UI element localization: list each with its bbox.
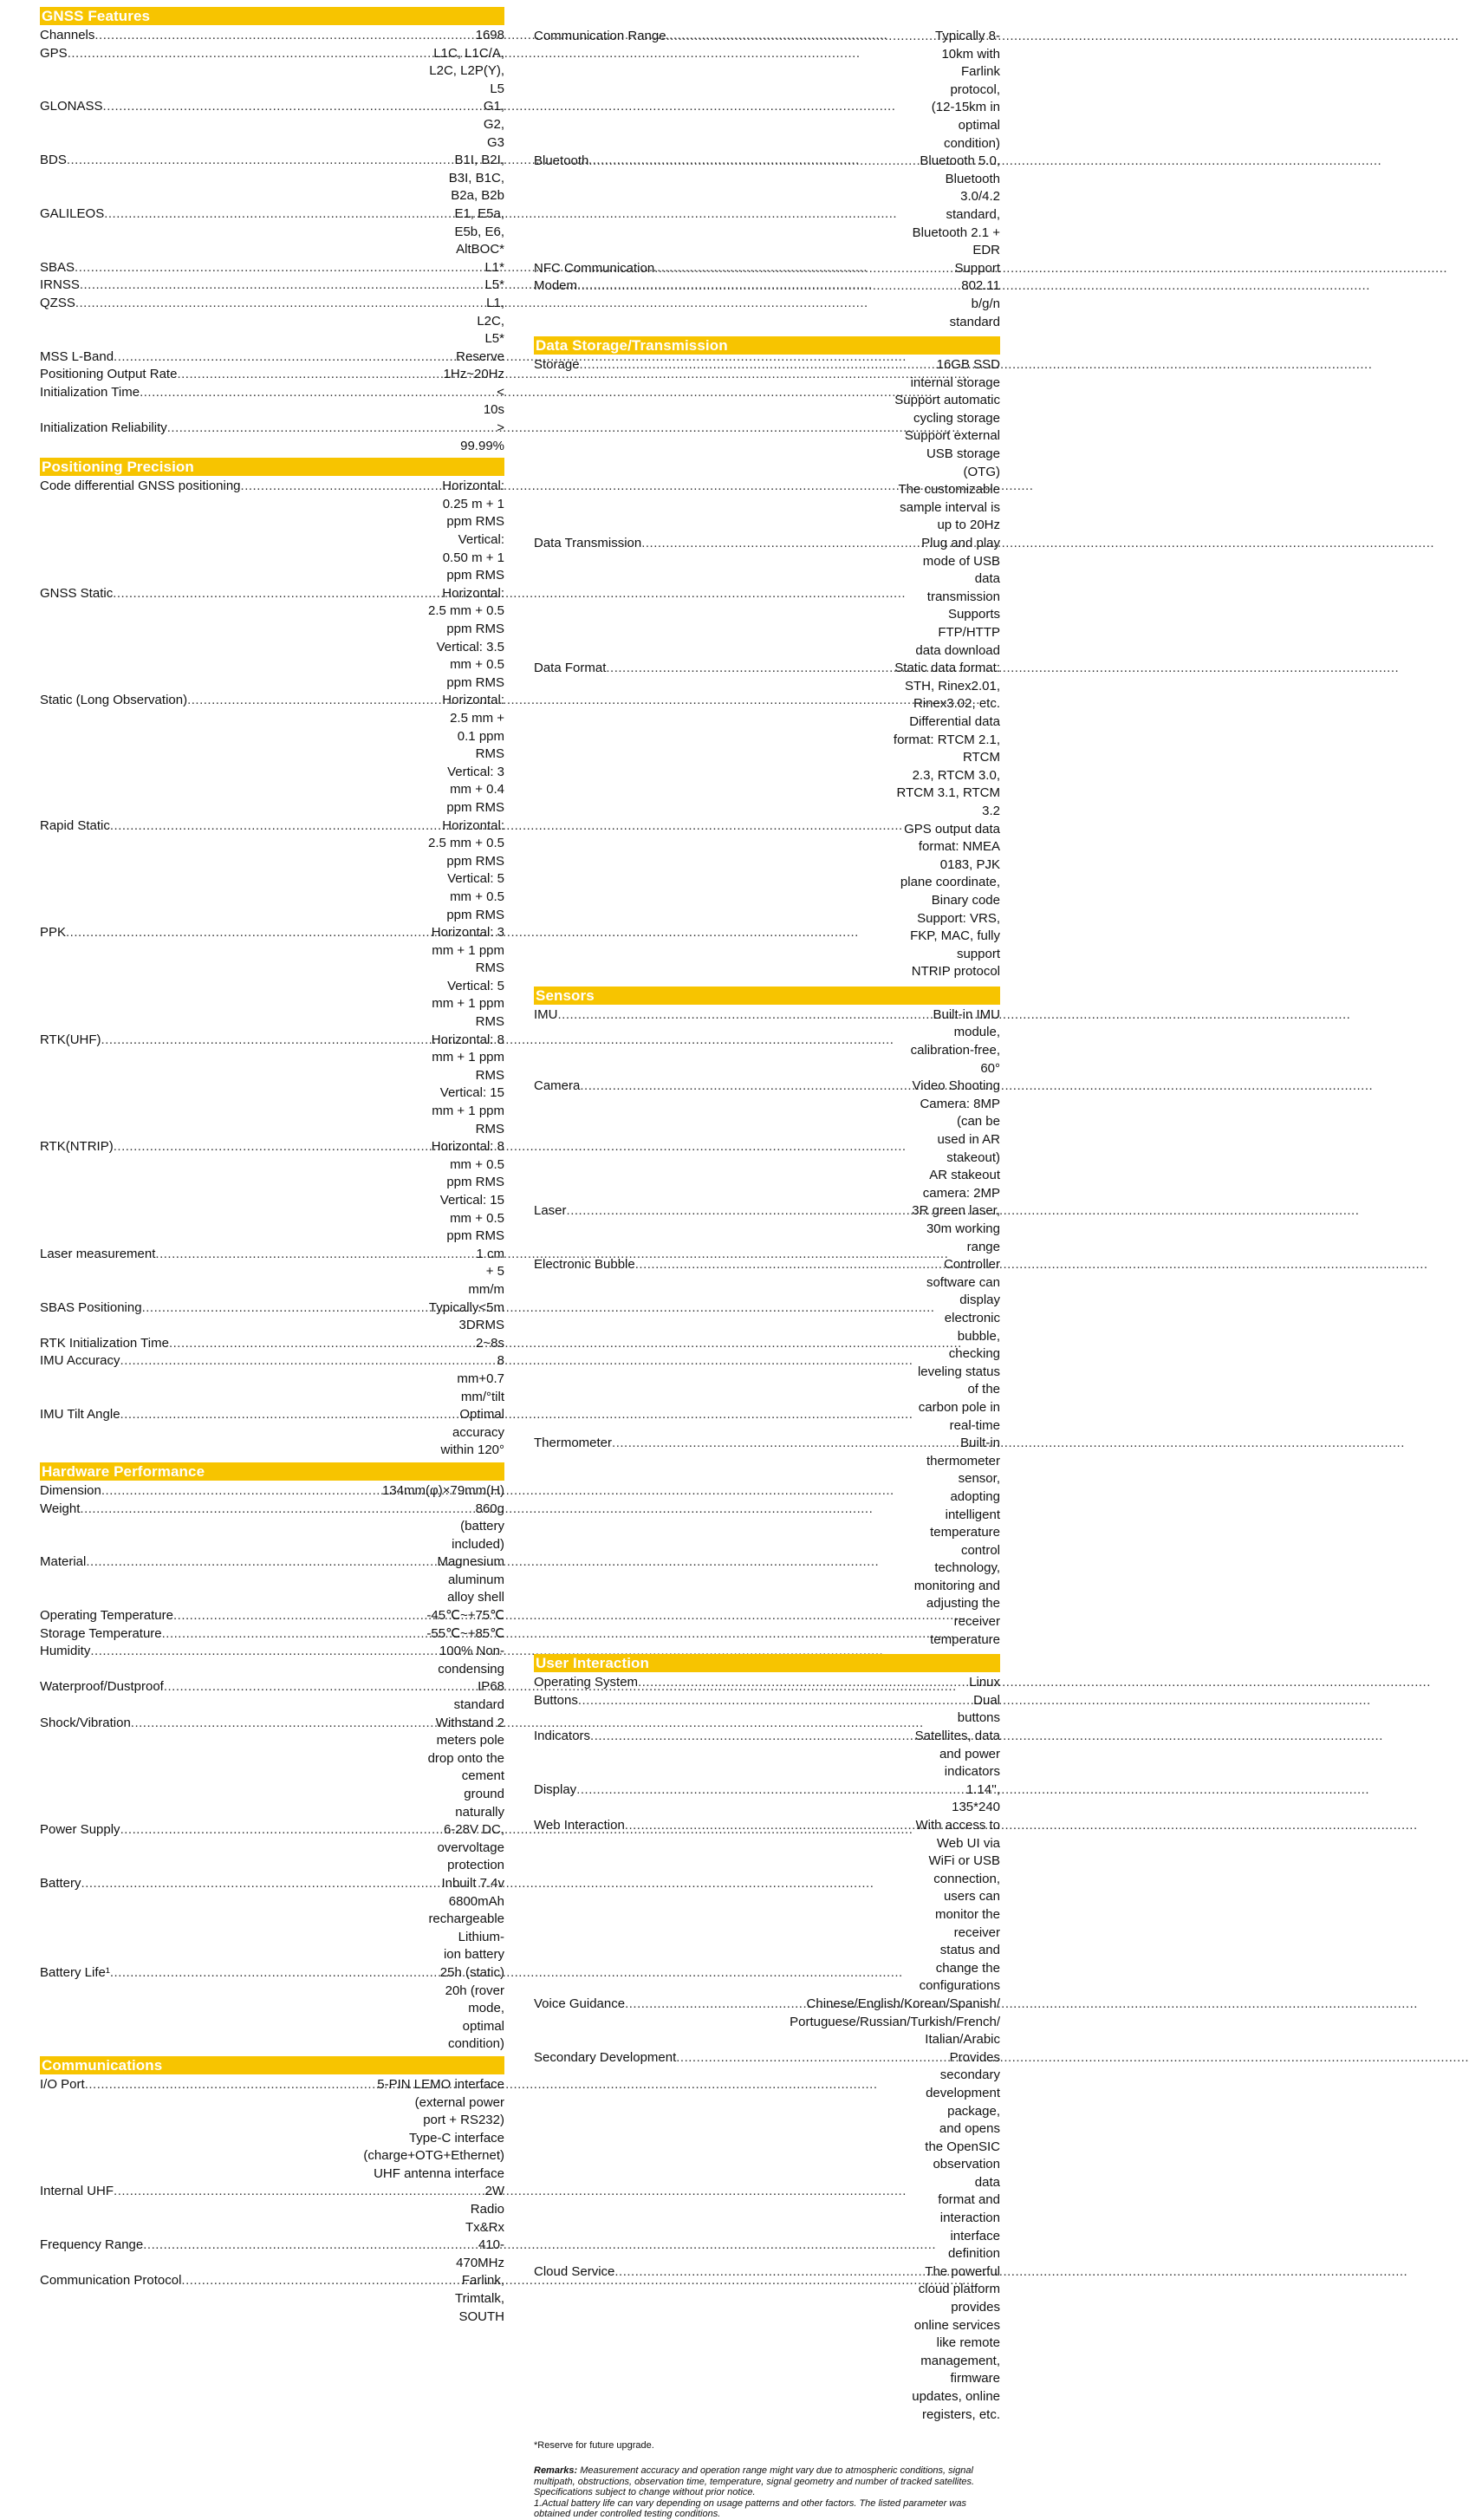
spec-label: GPS bbox=[40, 45, 68, 61]
spec-label: GALILEOS bbox=[40, 205, 105, 221]
spec-label: Web Interaction bbox=[534, 1818, 625, 1833]
spec-row-waterproof-dustproof bbox=[40, 1678, 504, 1714]
spec-row-storage bbox=[534, 356, 1000, 535]
dot-leader bbox=[103, 98, 474, 116]
spec-row-frequency-range bbox=[40, 2237, 504, 2272]
dot-leader bbox=[131, 1715, 423, 1733]
dot-leader bbox=[580, 356, 893, 374]
dot-leader bbox=[641, 535, 910, 553]
spec-row-dimension bbox=[40, 1482, 504, 1501]
dot-leader bbox=[676, 2049, 923, 2067]
dot-leader bbox=[120, 1352, 458, 1371]
spec-label: IMU Accuracy bbox=[40, 1353, 120, 1369]
spec-label: GLONASS bbox=[40, 99, 103, 114]
spec-row-power-supply bbox=[40, 1821, 504, 1875]
spec-row-channels bbox=[40, 27, 504, 45]
spec-label: GNSS Static bbox=[40, 585, 114, 601]
spec-row-shock-vibration bbox=[40, 1715, 504, 1822]
spec-row-positioning-output-rate bbox=[40, 366, 504, 384]
spec-row-buttons bbox=[534, 1692, 1000, 1728]
spec-value: -55℃~+85℃ bbox=[426, 1625, 504, 1641]
dot-leader bbox=[241, 478, 443, 496]
spec-label: SBAS Positioning bbox=[40, 1299, 142, 1315]
spec-label: Operating Temperature bbox=[40, 1608, 173, 1624]
spec-label: Rapid Static bbox=[40, 817, 110, 833]
spec-label: Operating System bbox=[534, 1675, 639, 1690]
dot-leader bbox=[80, 1501, 443, 1519]
spec-value: Plug and play mode of USB data transmission Supports FTP/HTTP data download bbox=[915, 536, 1000, 658]
dot-leader bbox=[638, 1674, 969, 1692]
spec-value: 6-28V DC, overvoltage protection bbox=[437, 1822, 504, 1873]
spec-row-imu bbox=[534, 1006, 1000, 1078]
spec-value: Bluetooth 5.0, Bluetooth 3.0/4.2 standard, Bluetooth 2.1 + EDR bbox=[912, 153, 1000, 258]
spec-value: 16GB SSD internal storage Support automatic cycling storage Support external USB storage (OTG) The customizable sample interval is up to 20Hz bbox=[894, 357, 1000, 533]
remarks bbox=[534, 2465, 1000, 2520]
spec-value: Static data format: STH, Rinex2.01, Rinex3.02, etc. Differential data format: RTCM 2.1, RTCM 2.3, RTCM 3.0, RTCM 3.1, RTCM 3.2 GPS output data format: NMEA 0183, PJK plane coordinate, Binary code Support: VRS, FKP, MAC, fully support NTRIP protocol bbox=[893, 661, 1000, 980]
spec-row-rtk-ntrip bbox=[40, 1138, 504, 1246]
spec-value: Reserve bbox=[456, 348, 504, 364]
spec-row-display bbox=[534, 1781, 1000, 1817]
spec-label: RTK(NTRIP) bbox=[40, 1139, 114, 1155]
spec-label: Indicators bbox=[534, 1729, 591, 1744]
spec-value: 410-470MHz bbox=[456, 2237, 504, 2270]
spec-label: Internal UHF bbox=[40, 2184, 114, 2199]
dot-leader bbox=[580, 1078, 909, 1096]
dot-leader bbox=[90, 1643, 438, 1661]
dot-leader bbox=[181, 2272, 454, 2290]
section-header-communications: Communications bbox=[40, 2056, 504, 2074]
spec-value: IP68 standard bbox=[453, 1679, 504, 1713]
spec-label: Electronic Bubble bbox=[534, 1257, 635, 1273]
spec-value: Optimal accuracy within 120° bbox=[440, 1407, 504, 1458]
spec-value: Horizontal: 0.25 m + 1 ppm RMS Vertical: 0.50 m + 1 ppm RMS bbox=[442, 479, 504, 583]
spec-value: 860g (battery included) bbox=[452, 1501, 504, 1552]
spec-value: Magnesium aluminum alloy shell bbox=[437, 1554, 504, 1605]
dot-leader bbox=[612, 1435, 910, 1453]
spec-row-laser-measurement bbox=[40, 1246, 504, 1299]
spec-label: Thermometer bbox=[534, 1436, 613, 1451]
spec-row-humidity bbox=[40, 1643, 504, 1678]
spec-row-internal-uhf bbox=[40, 2183, 504, 2237]
spec-row-data-transmission bbox=[534, 535, 1000, 660]
dot-leader bbox=[625, 1996, 790, 2014]
spec-label: Display bbox=[534, 1781, 577, 1797]
spec-row-operating-system bbox=[534, 1674, 1000, 1692]
spec-row-irnss bbox=[40, 277, 504, 295]
spec-row-rtk-initialization-time bbox=[40, 1335, 504, 1353]
left-column bbox=[40, 7, 504, 2326]
spec-value: Horizontal: 8 mm + 0.5 ppm RMS Vertical: 15 mm + 0.5 ppm RMS bbox=[431, 1139, 504, 1244]
spec-value: > 99.99% bbox=[460, 420, 504, 453]
spec-value: 134mm(φ)×79mm(H) bbox=[382, 1482, 504, 1498]
spec-value: Farlink, Trimtalk, SOUTH bbox=[455, 2273, 504, 2324]
spec-label: RTK Initialization Time bbox=[40, 1335, 169, 1351]
spec-value: 25h (static) 20h (rover mode, optimal condition) bbox=[439, 1964, 504, 2052]
dot-leader bbox=[66, 924, 423, 942]
spec-label: Material bbox=[40, 1554, 87, 1570]
spec-row-communication-range bbox=[534, 28, 1000, 153]
spec-value: 802.11 b/g/n standard bbox=[949, 278, 1000, 329]
spec-row-initialization-reliability bbox=[40, 420, 504, 455]
spec-value: L1C, L1C/A, L2C, L2P(Y), L5 bbox=[429, 45, 504, 96]
spec-label: Storage bbox=[534, 357, 580, 373]
dot-leader bbox=[142, 1299, 429, 1318]
dot-leader bbox=[666, 28, 928, 46]
spec-row-electronic-bubble bbox=[534, 1256, 1000, 1435]
spec-value: 8 mm+0.7 mm/°tilt bbox=[457, 1353, 504, 1404]
dot-leader bbox=[162, 1625, 427, 1644]
spec-value: Built-in thermometer sensor, adopting intelligent temperature control technology, monitoring and adjusting the receiver temperature bbox=[913, 1436, 1000, 1647]
dot-leader bbox=[558, 1006, 900, 1025]
spec-label: Data Format bbox=[534, 661, 607, 676]
spec-row-bds bbox=[40, 152, 504, 205]
spec-row-secondary-development bbox=[534, 2049, 1000, 2263]
spec-label: Secondary Development bbox=[534, 2049, 677, 2065]
spec-value: 3R green laser, 30m working range bbox=[912, 1203, 1000, 1254]
spec-row-bluetooth bbox=[534, 153, 1000, 260]
dot-leader bbox=[110, 1964, 424, 1983]
spec-row-weight bbox=[40, 1501, 504, 1554]
spec-value: Horizontal: 2.5 mm + 0.5 ppm RMS Vertical: 3.5 mm + 0.5 ppm RMS bbox=[428, 585, 504, 690]
dot-leader bbox=[576, 1781, 952, 1800]
dot-leader bbox=[75, 259, 484, 277]
spec-label: QZSS bbox=[40, 295, 75, 310]
spec-label: Storage Temperature bbox=[40, 1625, 162, 1641]
spec-label: Data Transmission bbox=[534, 536, 642, 551]
spec-value: Horizontal: 2.5 mm + 0.1 ppm RMS Vertical: 3 mm + 0.4 ppm RMS bbox=[442, 693, 504, 815]
dot-leader bbox=[577, 277, 942, 296]
spec-row-modem bbox=[534, 277, 1000, 331]
spec-value: B1I, B2I, B3I, B1C, B2a, B2b bbox=[448, 153, 504, 204]
spec-value: 1698 bbox=[475, 28, 504, 42]
dot-leader bbox=[654, 260, 954, 278]
section-header-gnss-features: GNSS Features bbox=[40, 7, 504, 25]
spec-row-code-differential-gnss-positioning bbox=[40, 478, 504, 585]
dot-leader bbox=[606, 660, 893, 678]
spec-label: I/O Port bbox=[40, 2076, 85, 2092]
spec-row-web-interaction bbox=[534, 1817, 1000, 1996]
spec-row-storage-temperature bbox=[40, 1625, 504, 1644]
dot-leader bbox=[143, 2237, 456, 2255]
dot-leader bbox=[94, 27, 475, 45]
spec-value: Horizontal: 2.5 mm + 0.5 ppm RMS Vertical: 5 mm + 0.5 ppm RMS bbox=[428, 817, 504, 922]
spec-value: 1 cm + 5 mm/m bbox=[468, 1246, 504, 1297]
spec-label: Camera bbox=[534, 1078, 581, 1094]
spec-label: NFC Communication bbox=[534, 260, 655, 276]
spec-row-initialization-time bbox=[40, 384, 504, 420]
spec-row-ppk bbox=[40, 924, 504, 1032]
spec-value: L5* bbox=[484, 277, 504, 293]
spec-row-rapid-static bbox=[40, 817, 504, 925]
spec-value: 100% Non-condensing bbox=[438, 1644, 504, 1677]
spec-value: Horizontal: 8 mm + 1 ppm RMS Vertical: 15 mm + 1 ppm RMS bbox=[431, 1032, 504, 1136]
spec-label: Voice Guidance bbox=[534, 1996, 626, 2011]
section-header-user-interaction: User Interaction bbox=[534, 1654, 1000, 1672]
spec-row-sbas-positioning bbox=[40, 1299, 504, 1335]
spec-label: PPK bbox=[40, 925, 67, 941]
spec-label: Weight bbox=[40, 1501, 81, 1516]
spec-label: Battery bbox=[40, 1875, 81, 1891]
spec-row-glonass bbox=[40, 98, 504, 152]
remarks-label: Remarks: bbox=[534, 2465, 578, 2477]
dot-leader bbox=[140, 384, 484, 402]
spec-row-imu-tilt-angle bbox=[40, 1406, 504, 1460]
spec-value: With access to Web UI via WiFi or USB connection, users can monitor the receiver status and change the configurations bbox=[915, 1818, 1000, 1994]
communications-continued bbox=[534, 28, 1000, 331]
dot-leader bbox=[68, 45, 428, 63]
dot-leader bbox=[567, 1202, 913, 1221]
spec-value: Withstand 2 meters pole drop onto the cement ground naturally bbox=[427, 1715, 504, 1820]
spec-label: IRNSS bbox=[40, 277, 80, 293]
spec-label: Modem bbox=[534, 278, 578, 294]
spec-row-camera bbox=[534, 1078, 1000, 1202]
spec-value: Typically 8-10km with Farlink protocol, (12-15km in optimal condition) bbox=[931, 29, 1000, 151]
spec-label: Power Supply bbox=[40, 1822, 120, 1838]
spec-label: Bluetooth bbox=[534, 153, 589, 169]
section-header-sensors: Sensors bbox=[534, 987, 1000, 1005]
spec-value: 1Hz~20Hz bbox=[443, 367, 504, 382]
spec-value: 2W Radio Tx&Rx bbox=[465, 2184, 504, 2235]
dot-leader bbox=[120, 1406, 438, 1424]
dot-leader bbox=[173, 1607, 426, 1625]
dot-leader bbox=[113, 585, 425, 603]
dot-leader bbox=[86, 1553, 424, 1572]
spec-value: Controller software can display electronic bubble, checking leveling status of the carbon pole in real-time bbox=[917, 1257, 1000, 1433]
dot-leader bbox=[169, 1335, 476, 1353]
spec-label: RTK(UHF) bbox=[40, 1032, 101, 1047]
spec-label: Humidity bbox=[40, 1644, 91, 1659]
spec-label: Static (Long Observation) bbox=[40, 693, 188, 708]
spec-label: Code differential GNSS positioning bbox=[40, 479, 241, 494]
spec-label: MSS L-Band bbox=[40, 348, 114, 364]
spec-label: Waterproof/Dustproof bbox=[40, 1679, 164, 1695]
spec-label: Shock/Vibration bbox=[40, 1715, 131, 1730]
spec-row-thermometer bbox=[534, 1435, 1000, 1649]
dot-leader bbox=[114, 348, 456, 367]
spec-value: The powerful cloud platform provides online services like remote management, firmware updates, online registers, etc. bbox=[912, 2263, 1000, 2422]
spec-row-gps bbox=[40, 45, 504, 99]
spec-value: 5-PIN LEMO interface (external power port + RS232) Type-C interface (charge+OTG+Ethernet) UHF antenna interface bbox=[363, 2076, 504, 2181]
spec-value: Support bbox=[954, 260, 1000, 276]
spec-value: Inbuilt 7.4v 6800mAh rechargeable Lithium- ion battery bbox=[428, 1875, 504, 1963]
spec-label: IMU Tilt Angle bbox=[40, 1407, 120, 1423]
right-sections bbox=[534, 336, 1000, 2424]
spec-value: Horizontal: 3 mm + 1 ppm RMS Vertical: 5 mm + 1 ppm RMS bbox=[431, 925, 504, 1030]
dot-leader bbox=[578, 1692, 958, 1710]
dot-leader bbox=[67, 152, 429, 170]
spec-value: Linux bbox=[969, 1675, 1000, 1690]
section-header-data-storage-transmission: Data Storage/Transmission bbox=[534, 336, 1000, 355]
dot-leader bbox=[101, 1032, 430, 1050]
spec-row-galileos bbox=[40, 205, 504, 259]
dot-leader bbox=[590, 1728, 914, 1746]
dot-leader bbox=[625, 1817, 912, 1835]
spec-value: Built-in IMU module, calibration-free, 60° bbox=[910, 1006, 1000, 1076]
spec-row-laser bbox=[534, 1202, 1000, 1256]
spec-label: Positioning Output Rate bbox=[40, 367, 178, 382]
spec-label: Buttons bbox=[534, 1692, 578, 1708]
dot-leader bbox=[81, 1875, 403, 1893]
spec-value: L1* bbox=[484, 259, 504, 275]
spec-row-i-o-port bbox=[40, 2076, 504, 2184]
spec-row-nfc-communication bbox=[534, 260, 1000, 278]
dot-leader bbox=[177, 366, 443, 384]
spec-label: Laser bbox=[534, 1203, 567, 1219]
dot-leader bbox=[85, 2076, 364, 2094]
dot-leader bbox=[187, 692, 439, 710]
spec-row-operating-temperature bbox=[40, 1607, 504, 1625]
spec-value: 2~8s bbox=[476, 1335, 504, 1351]
spec-label: Initialization Reliability bbox=[40, 420, 167, 436]
dot-leader bbox=[75, 295, 469, 313]
remarks-text: Measurement accuracy and operation range might vary due to atmospheric conditions, signal multipath, obstructions, observation time, temperature, signal geometry and number of tracked satellites. Specifications subject to change without prior notice. bbox=[534, 2465, 975, 2498]
spec-value: Typically<5m 3DRMS bbox=[428, 1299, 504, 1333]
dot-leader bbox=[110, 817, 424, 836]
spec-row-cloud-service bbox=[534, 2263, 1000, 2424]
spec-value: Video Shooting Camera: 8MP (can be used in AR stakeout) AR stakeout camera: 2MP bbox=[912, 1078, 1000, 1201]
dot-leader bbox=[114, 1138, 428, 1156]
spec-label: Frequency Range bbox=[40, 2237, 144, 2253]
spec-value: Chinese/English/Korean/Spanish/ Portuguese/Russian/Turkish/French/ Italian/Arabic bbox=[790, 1996, 1000, 2048]
dot-leader bbox=[114, 2183, 461, 2201]
spec-value: L1, L2C, L5* bbox=[477, 295, 504, 347]
spec-row-qzss bbox=[40, 295, 504, 348]
dot-leader bbox=[80, 277, 485, 295]
spec-row-imu-accuracy bbox=[40, 1352, 504, 1406]
spec-label: Battery Life¹ bbox=[40, 1964, 110, 1980]
spec-label: Channels bbox=[40, 28, 95, 42]
footnote: *Reserve for future upgrade. bbox=[534, 2440, 654, 2452]
spec-label: Communication Range bbox=[534, 29, 666, 43]
dot-leader bbox=[588, 153, 904, 171]
remarks-note: 1.Actual battery life can vary depending on usage patterns and other factors. The listed parameter was obtained under controlled testing conditions. bbox=[534, 2497, 966, 2520]
spec-row-indicators bbox=[534, 1728, 1000, 1781]
spec-label: Initialization Time bbox=[40, 384, 140, 400]
spec-row-static-long-observation bbox=[40, 692, 504, 817]
section-header-hardware-performance: Hardware Performance bbox=[40, 1462, 504, 1481]
spec-row-data-format bbox=[534, 660, 1000, 981]
spec-row-voice-guidance bbox=[534, 1996, 1000, 2049]
spec-value: Dual buttons bbox=[957, 1692, 1001, 1726]
dot-leader bbox=[120, 1821, 430, 1840]
spec-label: Laser measurement bbox=[40, 1246, 156, 1261]
dot-leader bbox=[104, 205, 439, 224]
spec-value: 1.14'', 135*240 bbox=[952, 1781, 1001, 1815]
dot-leader bbox=[101, 1482, 382, 1501]
section-header-positioning-precision: Positioning Precision bbox=[40, 458, 504, 476]
spec-value: Provides secondary development package, and opens the OpenSIC observation data format and interaction interface definition bbox=[925, 2049, 1000, 2262]
spec-row-battery-life bbox=[40, 1964, 504, 2054]
spec-row-sbas bbox=[40, 259, 504, 277]
spec-label: Communication Protocol bbox=[40, 2273, 182, 2289]
spec-value: < 10s bbox=[483, 384, 504, 418]
dot-leader bbox=[167, 420, 460, 438]
spec-row-gnss-static bbox=[40, 585, 504, 693]
spec-value: E1, E5a, E5b, E6, AltBOC* bbox=[454, 205, 504, 257]
spec-label: BDS bbox=[40, 153, 67, 168]
dot-leader bbox=[164, 1678, 454, 1696]
dot-leader bbox=[635, 1256, 916, 1274]
dot-leader bbox=[155, 1246, 468, 1264]
spec-value: -45℃~+75℃ bbox=[426, 1608, 504, 1624]
spec-value: Satellites, data and power indicators bbox=[914, 1729, 1000, 1780]
right-column bbox=[534, 7, 1000, 2520]
spec-label: IMU bbox=[534, 1006, 558, 1022]
spec-label: Dimension bbox=[40, 1482, 101, 1498]
spec-label: SBAS bbox=[40, 259, 75, 275]
dot-leader bbox=[614, 2263, 912, 2282]
spec-row-communication-protocol bbox=[40, 2272, 504, 2326]
spec-value: G1, G2, G3 bbox=[483, 99, 504, 150]
spec-row-material bbox=[40, 1553, 504, 1607]
spec-label: Cloud Service bbox=[534, 2263, 615, 2279]
spec-row-battery bbox=[40, 1875, 504, 1964]
spec-row-mss-l-band bbox=[40, 348, 504, 367]
spec-row-rtk-uhf bbox=[40, 1032, 504, 1139]
